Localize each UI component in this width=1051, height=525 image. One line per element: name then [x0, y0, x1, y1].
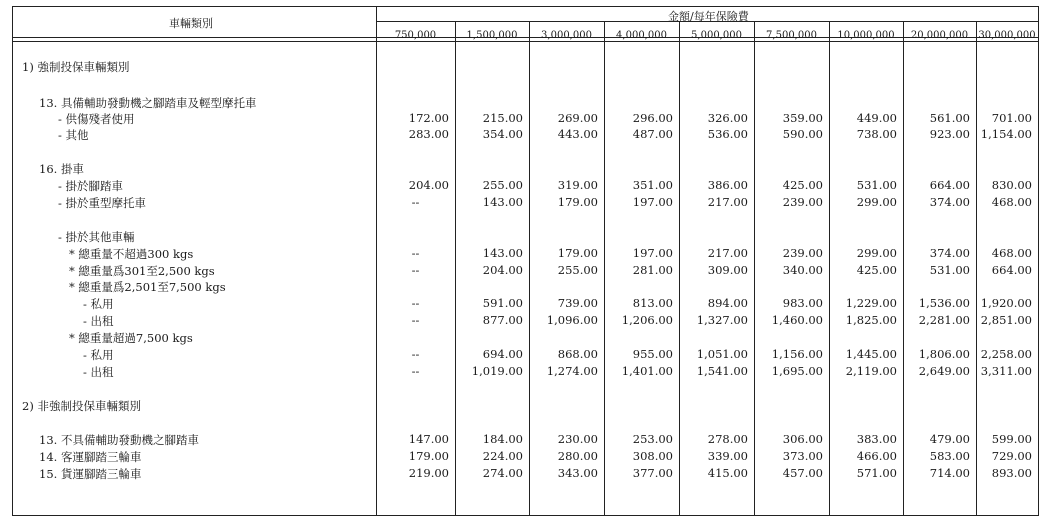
premium-cell: 197.00 — [632, 246, 673, 260]
premium-cell: 571.00 — [856, 466, 897, 480]
premium-cell: 2,281.00 — [918, 313, 970, 327]
row-label: 13. 不具備輔助發動機之腳踏車 — [39, 433, 199, 447]
column-header: 7,500,000 — [766, 30, 817, 41]
premium-cell: 239.00 — [782, 246, 823, 260]
header-double-rule — [13, 41, 1038, 42]
premium-cell: 179.00 — [557, 246, 598, 260]
premium-cell: 143.00 — [482, 195, 523, 209]
premium-cell: 531.00 — [929, 263, 970, 277]
premium-cell: 204.00 — [408, 178, 449, 192]
premium-cell: 1,695.00 — [771, 364, 823, 378]
column-header: 1,500,000 — [466, 30, 518, 41]
premium-cell: 1,806.00 — [918, 347, 970, 361]
premium-cell: 299.00 — [856, 195, 897, 209]
premium-cell: 1,096.00 — [546, 313, 598, 327]
premium-cell: 217.00 — [707, 195, 748, 209]
premium-cell: -- — [411, 347, 420, 361]
row-label: 16. 掛車 — [39, 162, 84, 176]
premium-cell: 739.00 — [557, 296, 598, 310]
premium-cell: 143.00 — [482, 246, 523, 260]
premium-cell: 319.00 — [557, 178, 598, 192]
premium-cell: 983.00 — [782, 296, 823, 310]
row-label: 2) 非強制投保車輛類別 — [22, 399, 141, 413]
premium-cell: 1,156.00 — [771, 347, 823, 361]
row-label: * 總重量超過7,500 kgs — [69, 331, 193, 345]
premium-cell: 664.00 — [929, 178, 970, 192]
category-header: 車輛類別 — [169, 17, 213, 30]
premium-cell: 443.00 — [557, 127, 598, 141]
premium-cell: 269.00 — [557, 111, 598, 125]
premium-cell: 308.00 — [632, 449, 673, 463]
premium-cell: 714.00 — [929, 466, 970, 480]
premium-cell: 280.00 — [557, 449, 598, 463]
premium-cell: 955.00 — [632, 347, 673, 361]
premium-table — [12, 6, 1039, 516]
premium-cell: 466.00 — [856, 449, 897, 463]
premium-cell: 1,154.00 — [980, 127, 1032, 141]
premium-cell: 204.00 — [482, 263, 523, 277]
premium-cell: 281.00 — [632, 263, 673, 277]
row-label: - 出租 — [83, 365, 114, 379]
row-label: - 掛於其他車輛 — [58, 230, 135, 244]
premium-cell: 479.00 — [929, 432, 970, 446]
premium-cell: 230.00 — [557, 432, 598, 446]
row-label: 13. 具備輔助發動機之腳踏車及輕型摩托車 — [39, 96, 257, 110]
premium-cell: 813.00 — [632, 296, 673, 310]
premium-cell: 3,311.00 — [980, 364, 1032, 378]
premium-cell: 217.00 — [707, 246, 748, 260]
amount-header: 金額/每年保險費 — [668, 10, 749, 23]
premium-cell: 599.00 — [991, 432, 1032, 446]
premium-cell: 299.00 — [856, 246, 897, 260]
premium-cell: 255.00 — [557, 263, 598, 277]
row-label: * 總重量爲301至2,500 kgs — [69, 264, 215, 278]
premium-cell: 1,401.00 — [621, 364, 673, 378]
premium-cell: 278.00 — [707, 432, 748, 446]
premium-cell: 351.00 — [632, 178, 673, 192]
premium-cell: 583.00 — [929, 449, 970, 463]
premium-cell: 340.00 — [782, 263, 823, 277]
row-label: 1) 強制投保車輛類別 — [22, 60, 130, 74]
premium-cell: 487.00 — [632, 127, 673, 141]
premium-cell: 894.00 — [707, 296, 748, 310]
premium-cell: 694.00 — [482, 347, 523, 361]
premium-cell: 449.00 — [856, 111, 897, 125]
column-header: 5,000,000 — [691, 30, 742, 41]
premium-cell: 283.00 — [408, 127, 449, 141]
premium-cell: 590.00 — [782, 127, 823, 141]
premium-cell: 215.00 — [482, 111, 523, 125]
premium-cell: 425.00 — [782, 178, 823, 192]
premium-cell: 219.00 — [408, 466, 449, 480]
premium-cell: 1,445.00 — [845, 347, 897, 361]
premium-cell: -- — [411, 364, 420, 378]
premium-cell: 738.00 — [856, 127, 897, 141]
premium-cell: 1,825.00 — [845, 313, 897, 327]
column-header: 30,000,000 — [978, 30, 1036, 41]
premium-cell: 561.00 — [929, 111, 970, 125]
premium-cell: 374.00 — [929, 246, 970, 260]
premium-cell: 373.00 — [782, 449, 823, 463]
row-label: - 供傷殘者使用 — [58, 112, 135, 126]
premium-cell: -- — [411, 195, 420, 209]
premium-cell: 2,649.00 — [918, 364, 970, 378]
premium-cell: 536.00 — [707, 127, 748, 141]
premium-cell: 339.00 — [707, 449, 748, 463]
premium-cell: 1,327.00 — [696, 313, 748, 327]
premium-cell: 468.00 — [991, 195, 1032, 209]
column-header: 750,000 — [394, 30, 437, 41]
premium-cell: 468.00 — [991, 246, 1032, 260]
premium-cell: 2,119.00 — [845, 364, 897, 378]
row-label: - 掛於腳踏車 — [58, 179, 124, 193]
premium-cell: 1,460.00 — [771, 313, 823, 327]
premium-cell: 359.00 — [782, 111, 823, 125]
premium-cell: 184.00 — [482, 432, 523, 446]
premium-cell: 591.00 — [482, 296, 523, 310]
premium-cell: 877.00 — [482, 313, 523, 327]
premium-cell: 147.00 — [408, 432, 449, 446]
premium-cell: 274.00 — [482, 466, 523, 480]
row-label: - 出租 — [83, 314, 114, 328]
premium-cell: 224.00 — [482, 449, 523, 463]
premium-cell: 2,851.00 — [980, 313, 1032, 327]
column-header: 3,000,000 — [541, 30, 592, 41]
premium-cell: -- — [411, 313, 420, 327]
premium-cell: 377.00 — [632, 466, 673, 480]
row-label: 14. 客運腳踏三輪車 — [39, 450, 142, 464]
premium-cell: 172.00 — [408, 111, 449, 125]
premium-cell: 179.00 — [557, 195, 598, 209]
premium-cell: 415.00 — [707, 466, 748, 480]
premium-cell: 1,229.00 — [845, 296, 897, 310]
premium-cell: 701.00 — [991, 111, 1032, 125]
column-header: 10,000,000 — [837, 30, 895, 41]
row-label: - 私用 — [83, 297, 114, 311]
premium-cell: 2,258.00 — [980, 347, 1032, 361]
premium-cell: 343.00 — [557, 466, 598, 480]
premium-cell: 255.00 — [482, 178, 523, 192]
premium-cell: -- — [411, 263, 420, 277]
premium-cell: 1,206.00 — [621, 313, 673, 327]
premium-cell: 1,536.00 — [918, 296, 970, 310]
premium-cell: 197.00 — [632, 195, 673, 209]
premium-cell: 326.00 — [707, 111, 748, 125]
premium-cell: 1,274.00 — [546, 364, 598, 378]
premium-cell: 253.00 — [632, 432, 673, 446]
premium-cell: 664.00 — [991, 263, 1032, 277]
premium-cell: 868.00 — [557, 347, 598, 361]
row-label: - 其他 — [58, 128, 89, 142]
premium-cell: 354.00 — [482, 127, 523, 141]
premium-cell: -- — [411, 246, 420, 260]
premium-cell: 386.00 — [707, 178, 748, 192]
premium-cell: 374.00 — [929, 195, 970, 209]
premium-cell: 923.00 — [929, 127, 970, 141]
column-header: 4,000,000 — [616, 30, 667, 41]
premium-cell: 1,019.00 — [471, 364, 523, 378]
premium-cell: 830.00 — [991, 178, 1032, 192]
premium-cell: 296.00 — [632, 111, 673, 125]
premium-cell: 306.00 — [782, 432, 823, 446]
premium-cell: 383.00 — [856, 432, 897, 446]
premium-cell: -- — [411, 296, 420, 310]
row-label: - 掛於重型摩托車 — [58, 196, 147, 210]
premium-cell: 425.00 — [856, 263, 897, 277]
premium-cell: 239.00 — [782, 195, 823, 209]
column-header: 20,000,000 — [910, 30, 969, 41]
row-label: 15. 貨運腳踏三輪車 — [39, 467, 142, 481]
premium-cell: 531.00 — [856, 178, 897, 192]
premium-cell: 309.00 — [707, 263, 748, 277]
row-label: * 總重量爲2,501至7,500 kgs — [69, 280, 226, 294]
premium-cell: 1,051.00 — [696, 347, 748, 361]
premium-cell: 179.00 — [408, 449, 449, 463]
premium-cell: 457.00 — [782, 466, 823, 480]
row-label: * 總重量不超過300 kgs — [69, 247, 194, 261]
premium-cell: 1,920.00 — [980, 296, 1032, 310]
premium-cell: 893.00 — [991, 466, 1032, 480]
row-label: - 私用 — [83, 348, 114, 362]
premium-cell: 1,541.00 — [696, 364, 748, 378]
premium-cell: 729.00 — [991, 449, 1032, 463]
